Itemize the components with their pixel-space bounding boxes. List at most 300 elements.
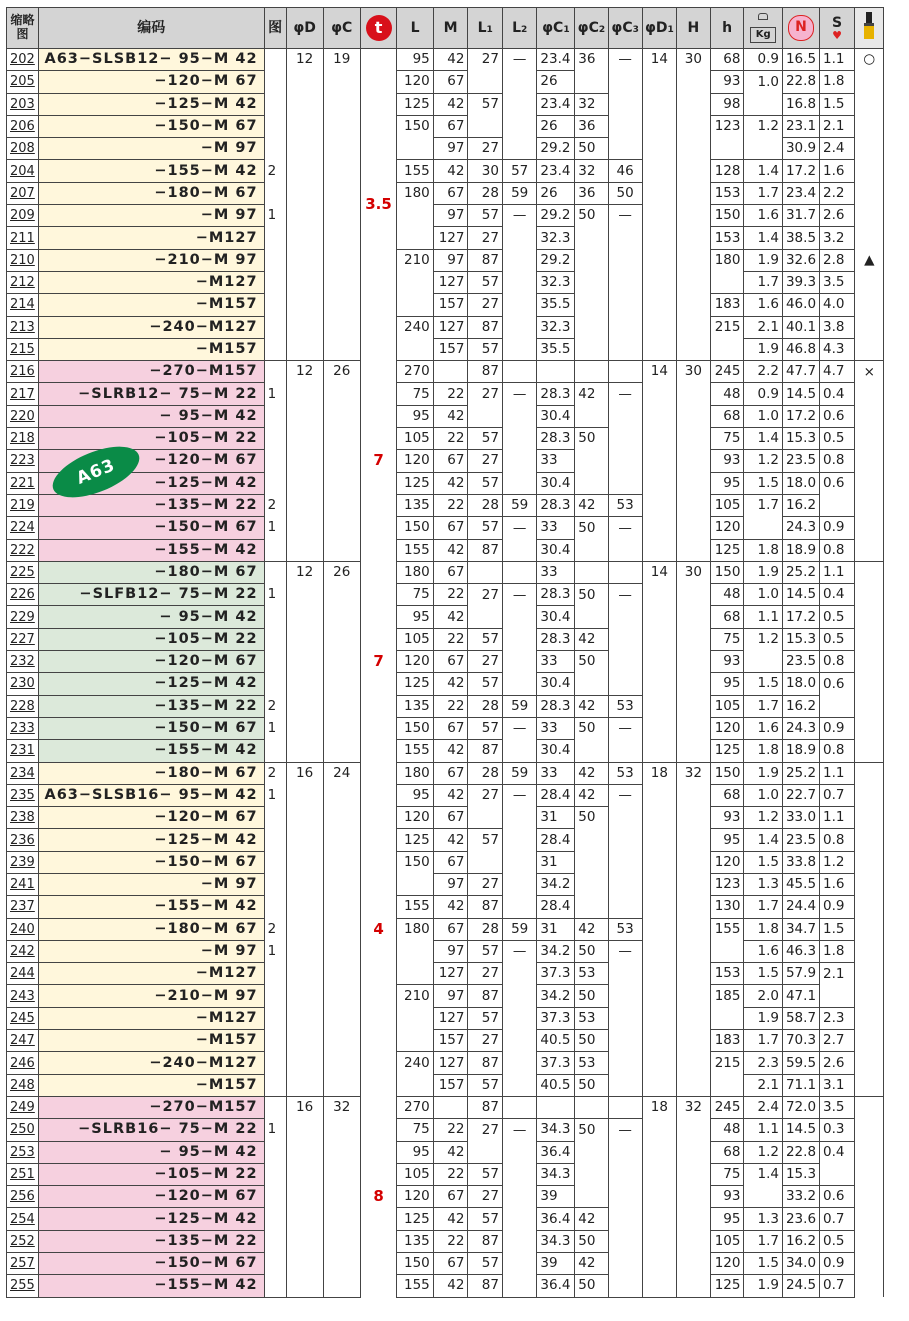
thumb-ref-number[interactable]: 240	[10, 921, 35, 937]
thumb-ref-number[interactable]: 257	[10, 1256, 35, 1272]
product-code: −M 97	[38, 873, 264, 895]
thumb-ref	[7, 829, 39, 851]
L1-value: 57	[468, 1074, 502, 1096]
product-code: −M157	[38, 338, 264, 360]
L-value: 120	[397, 450, 433, 472]
L-value: 240	[397, 316, 433, 338]
availability-marker	[855, 963, 884, 985]
L-value: 120	[397, 651, 433, 673]
weight-value: 1.4	[744, 1163, 783, 1185]
product-code: −M127	[38, 963, 264, 985]
thumb-ref	[7, 673, 39, 695]
weight-value: 1.7	[744, 896, 783, 918]
S-value: 0.8	[820, 450, 855, 472]
N-value: 23.4	[782, 182, 819, 204]
weight-value: 1.9	[744, 249, 783, 271]
M-value: 97	[433, 873, 468, 895]
phiC3-value	[608, 93, 642, 115]
product-code: −180−M 67	[38, 918, 264, 940]
h-value: 68	[710, 405, 744, 427]
figure-number	[264, 1253, 286, 1275]
thumb-ref-number[interactable]: 209	[10, 208, 35, 224]
N-value: 23.5	[782, 450, 819, 472]
h-value	[710, 1074, 744, 1096]
L1-value: 57	[468, 93, 502, 115]
phiD1-value: 18	[642, 762, 676, 1096]
figure-number: 1	[264, 584, 286, 606]
h-value: 68	[710, 606, 744, 628]
product-code: −270−M157	[38, 361, 264, 383]
thumb-ref-number[interactable]: 216	[10, 364, 35, 380]
M-value: 42	[433, 539, 468, 561]
thumb-ref-number[interactable]: 250	[10, 1122, 35, 1138]
thumb-ref-number[interactable]: 242	[10, 944, 35, 960]
thumb-ref-number[interactable]: 255	[10, 1278, 35, 1294]
phiC1-value: 29.2	[537, 205, 575, 227]
figure-number	[264, 1163, 286, 1185]
product-code: −135−M 22	[38, 494, 264, 516]
thumb-ref	[7, 49, 39, 71]
phiC1-value: 30.4	[537, 673, 575, 695]
L1-value: 27	[468, 963, 502, 985]
S-value: 0.3	[820, 1119, 855, 1141]
thumb-ref-number[interactable]: 207	[10, 185, 35, 201]
L1-value: 87	[468, 985, 502, 1007]
M-value: 42	[433, 606, 468, 628]
L2-value	[502, 361, 536, 383]
weight-value: 1.2	[744, 450, 783, 472]
N-value: 22.8	[782, 1141, 819, 1163]
N-value: 24.4	[782, 896, 819, 918]
L-value: 150	[397, 517, 433, 539]
h-value: 95	[710, 1208, 744, 1230]
thumb-ref-number[interactable]: 241	[10, 877, 35, 893]
phiC2-value	[575, 271, 608, 293]
L-value: 75	[397, 1119, 433, 1141]
phiC2-value	[575, 294, 608, 316]
N-value: 72.0	[782, 1096, 819, 1118]
weight-value: 1.5	[744, 472, 783, 494]
M-value: 22	[433, 428, 468, 450]
h-value	[710, 271, 744, 293]
phiC3-value: —	[608, 517, 642, 539]
availability-marker	[855, 651, 884, 673]
thumb-ref-number[interactable]: 236	[10, 832, 35, 848]
phiC3-value	[608, 896, 642, 918]
phiC3-value	[608, 249, 642, 271]
phiC2-header: φC2	[575, 8, 608, 49]
N-value: 17.2	[782, 606, 819, 628]
S-value: 0.5	[820, 1230, 855, 1252]
L-value: 210	[397, 985, 433, 1007]
thumb-ref-number[interactable]: 254	[10, 1211, 35, 1227]
S-value	[820, 985, 855, 1007]
table-row	[7, 940, 909, 962]
thumb-ref-number[interactable]: 206	[10, 119, 35, 135]
L2-value	[502, 115, 536, 137]
thumb-ref-number[interactable]: 224	[10, 520, 35, 536]
weight-value: 1.0	[744, 71, 783, 93]
thumb-ref-number[interactable]: 208	[10, 141, 35, 157]
table-row	[7, 695, 909, 717]
M-value: 42	[433, 740, 468, 762]
figure-number	[264, 361, 286, 383]
availability-marker	[855, 1007, 884, 1029]
weight-value: 1.5	[744, 1253, 783, 1275]
L1-value	[468, 851, 502, 873]
table-row	[7, 1052, 909, 1074]
table-body	[7, 49, 909, 1298]
thumb-ref-number[interactable]: 247	[10, 1033, 35, 1049]
phiC1-value: 28.3	[537, 695, 575, 717]
table-row	[7, 383, 909, 405]
figure-number	[264, 829, 286, 851]
phiC2-value	[575, 361, 608, 383]
N-value: 30.9	[782, 138, 819, 160]
L2-value: —	[502, 49, 536, 71]
table-row	[7, 1208, 909, 1230]
L2-value	[502, 1275, 536, 1297]
h-value: 150	[710, 205, 744, 227]
phiC3-value	[608, 71, 642, 93]
h-value: 93	[710, 1186, 744, 1208]
table-row	[7, 985, 909, 1007]
S-header: S ♥	[820, 8, 855, 49]
figure-number	[264, 428, 286, 450]
M-value: 157	[433, 1030, 468, 1052]
thumb-ref-number[interactable]: 248	[10, 1077, 35, 1093]
L1-value	[468, 71, 502, 93]
H-value: 32	[677, 762, 711, 1096]
thumb-ref-number[interactable]: 239	[10, 854, 35, 870]
phiC2-value: 42	[575, 383, 608, 405]
L-value: 135	[397, 695, 433, 717]
phiC2-value: 50	[575, 1030, 608, 1052]
availability-marker	[855, 807, 884, 829]
product-code: −270−M157	[38, 1096, 264, 1118]
phiC2-value	[575, 896, 608, 918]
N-value: 14.5	[782, 584, 819, 606]
thumb-ref-number[interactable]: 233	[10, 721, 35, 737]
S-value	[820, 695, 855, 717]
product-code: −150−M 67	[38, 717, 264, 739]
availability-marker	[855, 717, 884, 739]
phiC1-value: 33	[537, 762, 575, 784]
N-value: 39.3	[782, 271, 819, 293]
thumb-ref	[7, 1253, 39, 1275]
phiC3-value	[608, 539, 642, 561]
thumb-ref-number[interactable]: 203	[10, 96, 35, 112]
product-code: −120−M 67	[38, 651, 264, 673]
phiC1-value: 28.3	[537, 628, 575, 650]
weight-value: 2.2	[744, 361, 783, 383]
weight-value: 1.9	[744, 1007, 783, 1029]
thumb-ref-number[interactable]: 231	[10, 743, 35, 759]
h-value: 93	[710, 450, 744, 472]
phiC3-value: —	[608, 49, 642, 71]
weight-value: 1.7	[744, 1030, 783, 1052]
phiC2-value	[575, 1163, 608, 1185]
L1-value: 27	[468, 294, 502, 316]
S-value: 1.1	[820, 49, 855, 71]
thumb-ref-number[interactable]: 245	[10, 1010, 35, 1026]
S-value: 2.3	[820, 1007, 855, 1029]
thumb-ref-number[interactable]: 228	[10, 698, 35, 714]
phiC3-value: —	[608, 205, 642, 227]
availability-marker	[855, 918, 884, 940]
h-value: 123	[710, 115, 744, 137]
phiC1-value: 28.3	[537, 584, 575, 606]
thumb-ref-number[interactable]: 229	[10, 609, 35, 625]
S-value: 0.4	[820, 1141, 855, 1163]
thumb-ref-number[interactable]: 225	[10, 564, 35, 580]
S-value: 0.7	[820, 784, 855, 806]
phiC-value: 32	[323, 1096, 360, 1297]
phiC1-value: 30.4	[537, 606, 575, 628]
thumb-ref-number[interactable]: 223	[10, 453, 35, 469]
h-value: 120	[710, 717, 744, 739]
N-value: 34.0	[782, 1253, 819, 1275]
thumb-ref-number[interactable]: 222	[10, 542, 35, 558]
table-row	[7, 1074, 909, 1096]
thumb-ref	[7, 561, 39, 583]
N-value: 47.7	[782, 361, 819, 383]
thumb-ref-number[interactable]: 211	[10, 230, 35, 246]
availability-marker	[855, 182, 884, 204]
availability-marker	[855, 1074, 884, 1096]
S-value: 0.9	[820, 717, 855, 739]
weight-value: 1.2	[744, 628, 783, 650]
L1-value	[468, 405, 502, 427]
weight-value	[744, 517, 783, 539]
L2-value	[502, 1074, 536, 1096]
availability-marker	[855, 1030, 884, 1052]
N-value: 22.7	[782, 784, 819, 806]
table-row	[7, 1275, 909, 1297]
L2-value	[502, 227, 536, 249]
availability-marker	[855, 450, 884, 472]
phiC2-value	[575, 1141, 608, 1163]
S-value: 1.1	[820, 762, 855, 784]
thumb-ref-number[interactable]: 202	[10, 52, 35, 68]
thumb-ref-number[interactable]: 218	[10, 431, 35, 447]
h-value: 68	[710, 784, 744, 806]
M-value: 157	[433, 1074, 468, 1096]
table-row	[7, 49, 909, 71]
M-value: 22	[433, 383, 468, 405]
thumb-ref	[7, 1275, 39, 1297]
L-value: 125	[397, 829, 433, 851]
figure-number	[264, 1275, 286, 1297]
L1-value	[468, 807, 502, 829]
thumb-ref-number[interactable]: 252	[10, 1233, 35, 1249]
figure-number	[264, 1208, 286, 1230]
product-code: −M157	[38, 294, 264, 316]
M-value: 97	[433, 940, 468, 962]
thumb-ref-number[interactable]: 220	[10, 408, 35, 424]
thumb-ref-number[interactable]: 237	[10, 899, 35, 915]
L-value: 150	[397, 717, 433, 739]
product-code: −M127	[38, 1007, 264, 1029]
S-value: 0.6	[820, 673, 855, 695]
thumb-ref-number[interactable]: 221	[10, 475, 35, 491]
thumb-ref-number[interactable]: 234	[10, 765, 35, 781]
weight-value: 1.2	[744, 115, 783, 137]
figure-number	[264, 138, 286, 160]
L1-value: 57	[468, 628, 502, 650]
phiC2-value	[575, 338, 608, 360]
thumb-ref-number[interactable]: 249	[10, 1100, 35, 1116]
thumb-ref-number[interactable]: 217	[10, 386, 35, 402]
figure-number: 1	[264, 717, 286, 739]
thumb-ref-number[interactable]: 251	[10, 1166, 35, 1182]
N-value: 25.2	[782, 561, 819, 583]
h-value: 155	[710, 918, 744, 940]
S-value: 0.9	[820, 1253, 855, 1275]
table-row	[7, 807, 909, 829]
h-value: 130	[710, 896, 744, 918]
L1-value: 27	[468, 651, 502, 673]
thumb-ref-number[interactable]: 226	[10, 587, 35, 603]
figure-header: 图	[264, 8, 286, 49]
M-value: 42	[433, 160, 468, 182]
L-value: 75	[397, 383, 433, 405]
M-value: 97	[433, 249, 468, 271]
figure-number	[264, 1007, 286, 1029]
weight-value: 1.4	[744, 227, 783, 249]
M-value: 67	[433, 1186, 468, 1208]
L-value: 150	[397, 851, 433, 873]
thumb-ref-number[interactable]: 227	[10, 631, 35, 647]
L1-value: 57	[468, 338, 502, 360]
phiC3-value	[608, 405, 642, 427]
S-value: 0.8	[820, 651, 855, 673]
figure-number: 2	[264, 762, 286, 784]
S-value: 1.6	[820, 160, 855, 182]
thumb-ref-number[interactable]: 212	[10, 275, 35, 291]
product-spec-table	[6, 7, 909, 1298]
N-value: 57.9	[782, 963, 819, 985]
h-value: 150	[710, 561, 744, 583]
phiC3-value	[608, 227, 642, 249]
L-value: 155	[397, 1275, 433, 1297]
N-value: 22.8	[782, 71, 819, 93]
availability-marker	[855, 205, 884, 227]
h-value: 183	[710, 1030, 744, 1052]
table-row	[7, 160, 909, 182]
thumb-ref-number[interactable]: 246	[10, 1055, 35, 1071]
thumb-ref-number[interactable]: 235	[10, 787, 35, 803]
phiC2-value	[575, 851, 608, 873]
thumb-ref-number[interactable]: 210	[10, 252, 35, 268]
thumb-ref	[7, 963, 39, 985]
phiC1-value: 28.3	[537, 383, 575, 405]
L1-value: 27	[468, 1030, 502, 1052]
S-value: 3.5	[820, 271, 855, 293]
L2-value	[502, 450, 536, 472]
phiC2-value: 32	[575, 93, 608, 115]
M-value: 157	[433, 294, 468, 316]
figure-number	[264, 271, 286, 293]
L-value: 240	[397, 1052, 433, 1074]
thumb-ref-number[interactable]: 204	[10, 163, 35, 179]
product-code: −180−M 67	[38, 762, 264, 784]
thumb-ref-number[interactable]: 253	[10, 1144, 35, 1160]
phiC3-value	[608, 1141, 642, 1163]
thumb-ref-number[interactable]: 213	[10, 319, 35, 335]
table-row	[7, 762, 909, 784]
L-value: 95	[397, 405, 433, 427]
L-value: 125	[397, 673, 433, 695]
h-value: 68	[710, 1141, 744, 1163]
M-value: 67	[433, 717, 468, 739]
figure-number: 1	[264, 784, 286, 806]
thumb-ref	[7, 517, 39, 539]
weight-value: 1.0	[744, 784, 783, 806]
thumb-ref-number[interactable]: 243	[10, 988, 35, 1004]
availability-marker	[855, 1253, 884, 1275]
S-value: 0.8	[820, 539, 855, 561]
L2-value: —	[502, 1119, 536, 1141]
thumb-ref-number[interactable]: 256	[10, 1189, 35, 1205]
product-code: −120−M 67	[38, 71, 264, 93]
L1-value: 87	[468, 1230, 502, 1252]
thumb-ref-number[interactable]: 232	[10, 654, 35, 670]
thumb-ref-number[interactable]: 238	[10, 810, 35, 826]
M-value: 67	[433, 762, 468, 784]
weight-value: 1.8	[744, 918, 783, 940]
thumb-ref-number[interactable]: 244	[10, 966, 35, 982]
phiC3-value	[608, 1275, 642, 1297]
figure-number: 1	[264, 383, 286, 405]
L2-value	[502, 294, 536, 316]
phiC3-value	[608, 271, 642, 293]
phiC2-value: 42	[575, 1253, 608, 1275]
table-row	[7, 1230, 909, 1252]
figure-number	[264, 561, 286, 583]
table-row	[7, 829, 909, 851]
product-code: −M157	[38, 1074, 264, 1096]
availability-marker	[855, 71, 884, 93]
phiC2-value	[575, 673, 608, 695]
weight-value	[744, 138, 783, 160]
L-value	[397, 271, 433, 293]
tool-icon-header	[855, 8, 884, 49]
L-value: 180	[397, 762, 433, 784]
thumb-ref-number[interactable]: 219	[10, 498, 35, 514]
availability-marker	[855, 539, 884, 561]
S-value: 3.2	[820, 227, 855, 249]
thumb-ref	[7, 249, 39, 271]
M-value: 67	[433, 182, 468, 204]
L-value: 125	[397, 93, 433, 115]
product-code: −240−M127	[38, 316, 264, 338]
availability-marker	[855, 271, 884, 293]
figure-number	[264, 807, 286, 829]
figure-number	[264, 1096, 286, 1118]
phiC2-value: 50	[575, 1230, 608, 1252]
thumb-ref-number[interactable]: 215	[10, 342, 35, 357]
L1-value: 28	[468, 182, 502, 204]
h-value: 120	[710, 1253, 744, 1275]
L1-value: 28	[468, 762, 502, 784]
phiC2-value: 36	[575, 115, 608, 137]
thumb-ref-number[interactable]: 214	[10, 297, 35, 313]
phiD-header: φD	[286, 8, 323, 49]
thumb-ref-number[interactable]: 230	[10, 676, 35, 692]
thumb-ref-number[interactable]: 205	[10, 74, 35, 90]
L-value: 95	[397, 784, 433, 806]
